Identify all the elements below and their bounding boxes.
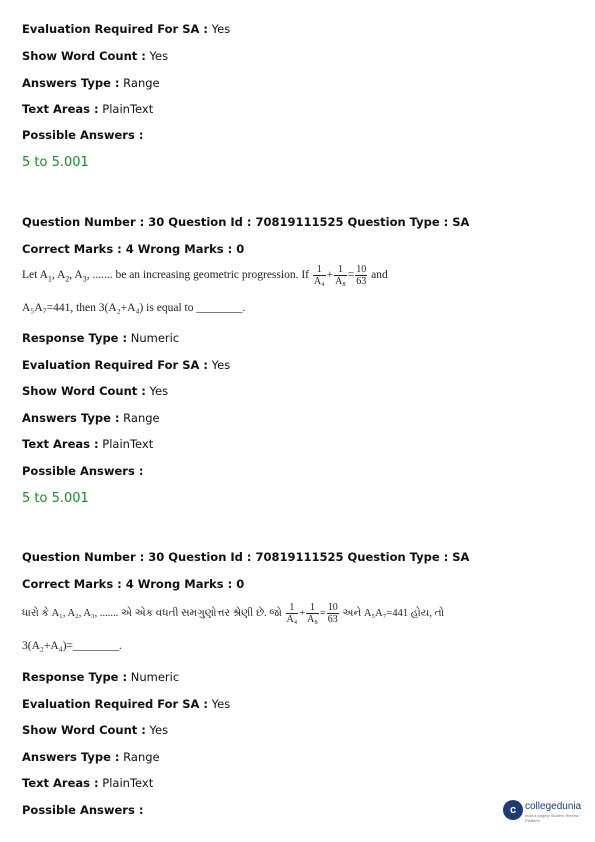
collegedunia-logo [503, 800, 589, 822]
question-header: Question Number : 30 Question Id : 70819111525 Question Type : SA [22, 215, 470, 229]
fraction-1-over-a4: $\frac{1}{\text{A₄}}$ [313, 264, 325, 287]
question-header: Question Number : 30 Question Id : 70819111525 Question Type : SA [22, 550, 470, 564]
answers-type-row: Answers Type : Range [22, 76, 160, 90]
collegedunia-logo-icon: c [503, 800, 523, 820]
eval-required-row: Evaluation Required For SA : Yes [22, 22, 231, 36]
text-areas-row: Text Areas : PlainText [22, 437, 154, 451]
eval-required-row: Evaluation Required For SA : Yes [22, 358, 231, 372]
show-word-count-row: Show Word Count : Yes [22, 384, 169, 398]
fraction-1-over-a8: $\frac{1}{\text{A₈}}$ [335, 264, 346, 287]
question-marks: Correct Marks : 4 Wrong Marks : 0 [22, 577, 245, 591]
question-text-line1: ધારો કે A₁, A₂, A₃, ....... એ એક વધતી સમગુણોત્તર શ્રેણી છે. જો $\frac{1}{\text{A₄}}$ + $\frac{1}{\text{A₈}}$ = $\frac{10}{63}$ અને A₅A₇=441 હોય, તો [22, 602, 445, 625]
response-type-row: Response Type : Numeric [22, 331, 180, 345]
fraction-10-over-63: $\frac{10}{63}$ [327, 602, 338, 625]
question-text-line1: Let $A_1$, $A_2$, $A_3$, ....... be an increasing geometric progression. If $\frac{1}{\text{A₄}}$ + $\frac{1}{\text{A₈}}$ = $\frac{10}{63}$ and [22, 264, 388, 287]
fraction-10-over-63: $\frac{10}{63}$ [356, 264, 367, 287]
fraction-1-over-a8: $\frac{1}{\text{A₈}}$ [307, 602, 318, 625]
possible-answers-label: Possible Answers : [22, 464, 144, 478]
text-areas-row: Text Areas : PlainText [22, 102, 154, 116]
fraction-1-over-a4: $\frac{1}{\text{A₄}}$ [286, 602, 298, 625]
text-areas-row: Text Areas : PlainText [22, 776, 154, 790]
show-word-count-row: Show Word Count : Yes [22, 723, 169, 737]
response-type-row: Response Type : Numeric [22, 670, 180, 684]
question-marks: Correct Marks : 4 Wrong Marks : 0 [22, 242, 245, 256]
question-text-line2: A₅A₇=441, then 3(A₂+A₄) is equal to ________. [22, 302, 246, 314]
question-text-line2: 3(A₂+A₄)=________. [22, 640, 122, 652]
answers-type-row: Answers Type : Range [22, 411, 160, 425]
logo-tagline: India's largest Student Review Platform [525, 813, 579, 823]
show-word-count-row: Show Word Count : Yes [22, 49, 169, 63]
eval-required-row: Evaluation Required For SA : Yes [22, 697, 231, 711]
possible-answers-label: Possible Answers : [22, 128, 144, 142]
logo-name: collegedunia [525, 801, 582, 812]
possible-answer-value: 5 to 5.001 [22, 155, 89, 170]
possible-answers-label: Possible Answers : [22, 803, 144, 817]
possible-answer-value: 5 to 5.001 [22, 491, 89, 506]
answers-type-row: Answers Type : Range [22, 750, 160, 764]
